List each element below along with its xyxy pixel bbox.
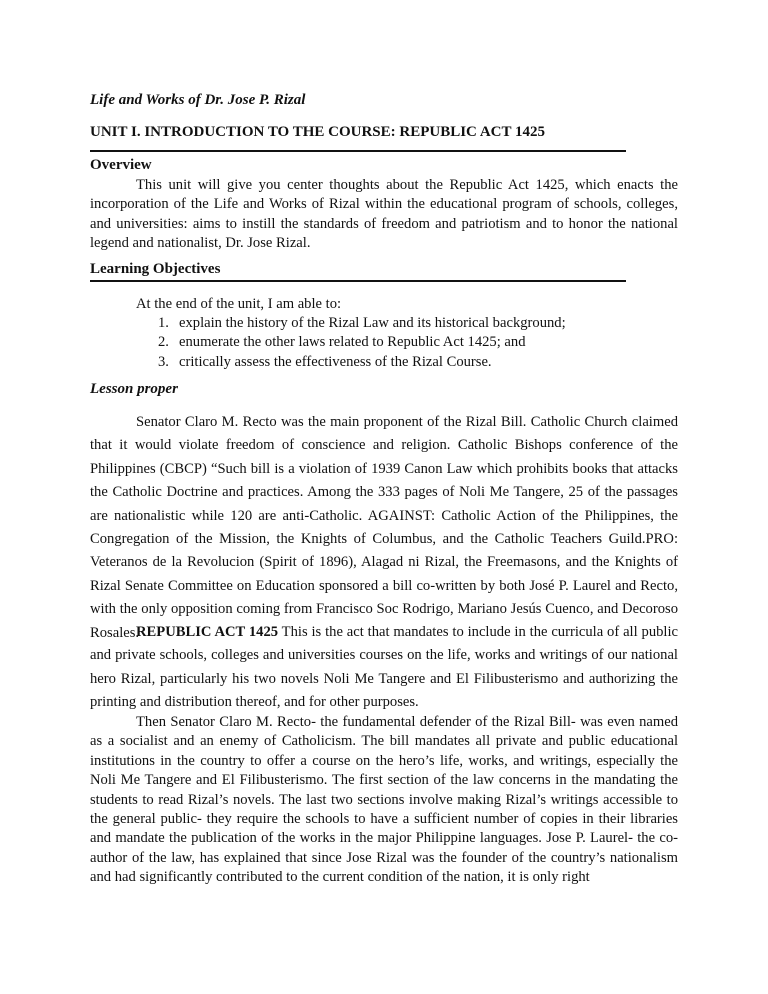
objective-number: 2. xyxy=(158,334,169,351)
unit-divider xyxy=(90,150,626,152)
course-title: Life and Works of Dr. Jose P. Rizal xyxy=(90,92,306,108)
lesson-heading: Lesson proper xyxy=(90,381,178,397)
objective-number: 3. xyxy=(158,353,169,370)
lesson-paragraph-2 xyxy=(90,621,678,715)
objective-number: 1. xyxy=(158,315,169,331)
objectives-intro: At the end of the unit, I am able to: xyxy=(136,296,342,312)
objective-text: explain the history of the Rizal Law and its historical background; xyxy=(179,315,566,331)
overview-heading: Overview xyxy=(90,157,152,173)
lesson-paragraph-3: Then Senator Claro M. Recto- the fundamental defender of the Rizal Bill- was even named as a socialist and an enemy of Catholicism. The bill mandates all private and public educational institutions in the country to offer a course on the hero’s life, works, and writings, especially the Noli Me Tangere and El Filibusterismo. The first section of the law concerns in the mandating the students to read Rizal’s novels. The last two sections involve making Rizal’s writings accessible to the general public- they require the schools to have a sufficient number of copies in their libraries and mandate the publication of the works in the major Philippine languages. Jose P. Laurel- the co- author of the law, has explained that since Jose Rizal was the founder of the country’s nationalism and had significantly contributed to the current condition of the nation, it is only right xyxy=(90,714,678,886)
republic-act-term: REPUBLIC ACT 1425 xyxy=(136,624,279,640)
republic-act-description: This is the act that mandates to include in the curricula of all public and private schools, colleges and universities courses on the life, works and writings of our national hero Rizal, particularly his two novels Noli Me Tangere and El Filibusterismo and authorizing the printing and distribution thereof, and for other purposes. xyxy=(90,624,679,711)
objectives-divider xyxy=(90,280,626,282)
objective-item xyxy=(158,314,566,333)
overview-text: This unit will give you center thoughts about the Republic Act 1425, which enacts the incorporation of the Life and Works of Rizal within the educational program of schools, colleges, and universities: aims to instill the standards of freedom and patriotism and to honor the national legend and nationalist, Dr. Jose Rizal. xyxy=(90,177,678,252)
objectives-list xyxy=(158,314,566,372)
objective-text: critically assess the effectiveness of the Rizal Course. xyxy=(179,353,492,370)
objective-item xyxy=(158,333,566,352)
objective-item xyxy=(158,353,566,372)
unit-title: UNIT I. INTRODUCTION TO THE COURSE: REPUBLIC ACT 1425 xyxy=(90,124,545,140)
objectives-heading: Learning Objectives xyxy=(90,261,221,277)
objective-text: enumerate the other laws related to Republic Act 1425; and xyxy=(179,334,526,351)
lesson-paragraph-1: Senator Claro M. Recto was the main proponent of the Rizal Bill. Catholic Church claimed that it would violate freedom of conscience and religion. Catholic Bishops conference of the Philippines (CBCP) “Such bill is a violation of 1939 Canon Law which prohibits books that attacks the Catholic Doctrine and practices. Among the 333 pages of Noli Me Tangere, 25 of the passages are nationalistic while 120 are anti-Catholic. AGAINST: Catholic Action of the Philippines, the Congregation of the Mission, the Knights of Columbus, and the Catholic Teachers Guild.PRO: Veteranos de la Revolucion (Spirit of 1896), Alagad ni Rizal, the Freemasons, and the Knights of Rizal Senate Committee on Education sponsored a bill co-written by both José P. Laurel and Recto, with the only opposition coming from Francisco Soc Rodrigo, Mariano Jesús Cuenco, and Decoroso Rosales. xyxy=(90,414,678,641)
